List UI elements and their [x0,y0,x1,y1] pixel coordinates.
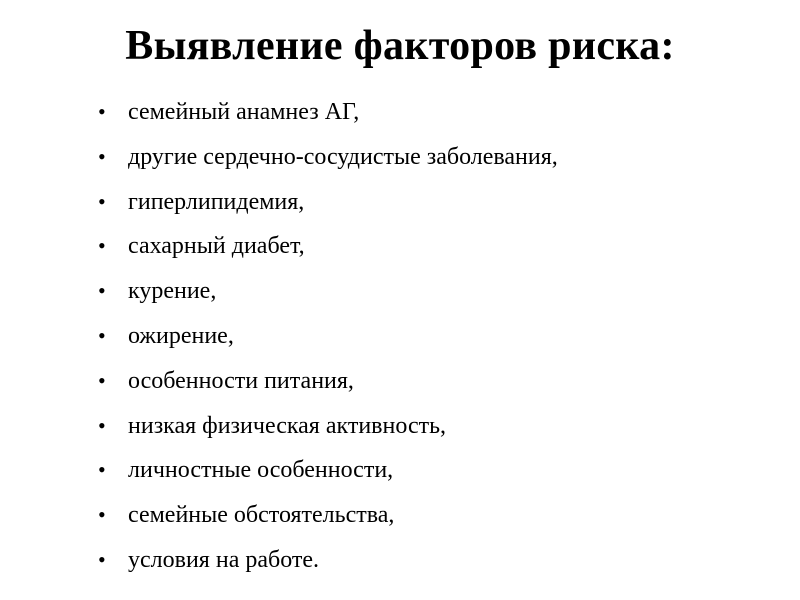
bullet-icon: • [98,322,106,348]
list-item [98,269,778,314]
list-item [98,359,778,404]
list-item-text: личностные особенности, [128,457,394,484]
list-item-text: низкая физическая активность, [128,412,447,439]
bullet-icon: • [98,412,106,438]
bullet-icon: • [98,546,106,572]
bullet-icon: • [98,278,106,304]
risk-factors-list [98,90,778,583]
list-item-text: семейные обстоятельства, [128,502,395,529]
list-item [98,314,778,359]
list-item-text: другие сердечно-сосудистые заболевания, [128,143,558,170]
list-item [98,224,778,269]
list-item-text: курение, [128,278,217,305]
bullet-icon: • [98,233,106,259]
list-item-text: ожирение, [128,322,234,349]
list-item-text: гиперлипидемия, [128,188,305,215]
list-item-text: условия на работе. [128,546,320,573]
list-item [98,135,778,180]
list-item-text: особенности питания, [128,367,354,394]
list-item [98,448,778,493]
list-item [98,538,778,583]
list-item [98,493,778,538]
bullet-icon: • [98,188,106,214]
list-item [98,90,778,135]
list-item [98,404,778,449]
bullet-icon: • [98,367,106,393]
bullet-icon: • [98,502,106,528]
bullet-icon: • [98,99,106,124]
slide-title: Выявление факторов риска: [125,23,675,69]
list-item-text: семейный анамнез АГ, [128,99,360,125]
bullet-icon: • [98,457,106,483]
list-item-text: сахарный диабет, [128,233,305,260]
list-item [98,180,778,225]
bullet-icon: • [98,143,106,169]
